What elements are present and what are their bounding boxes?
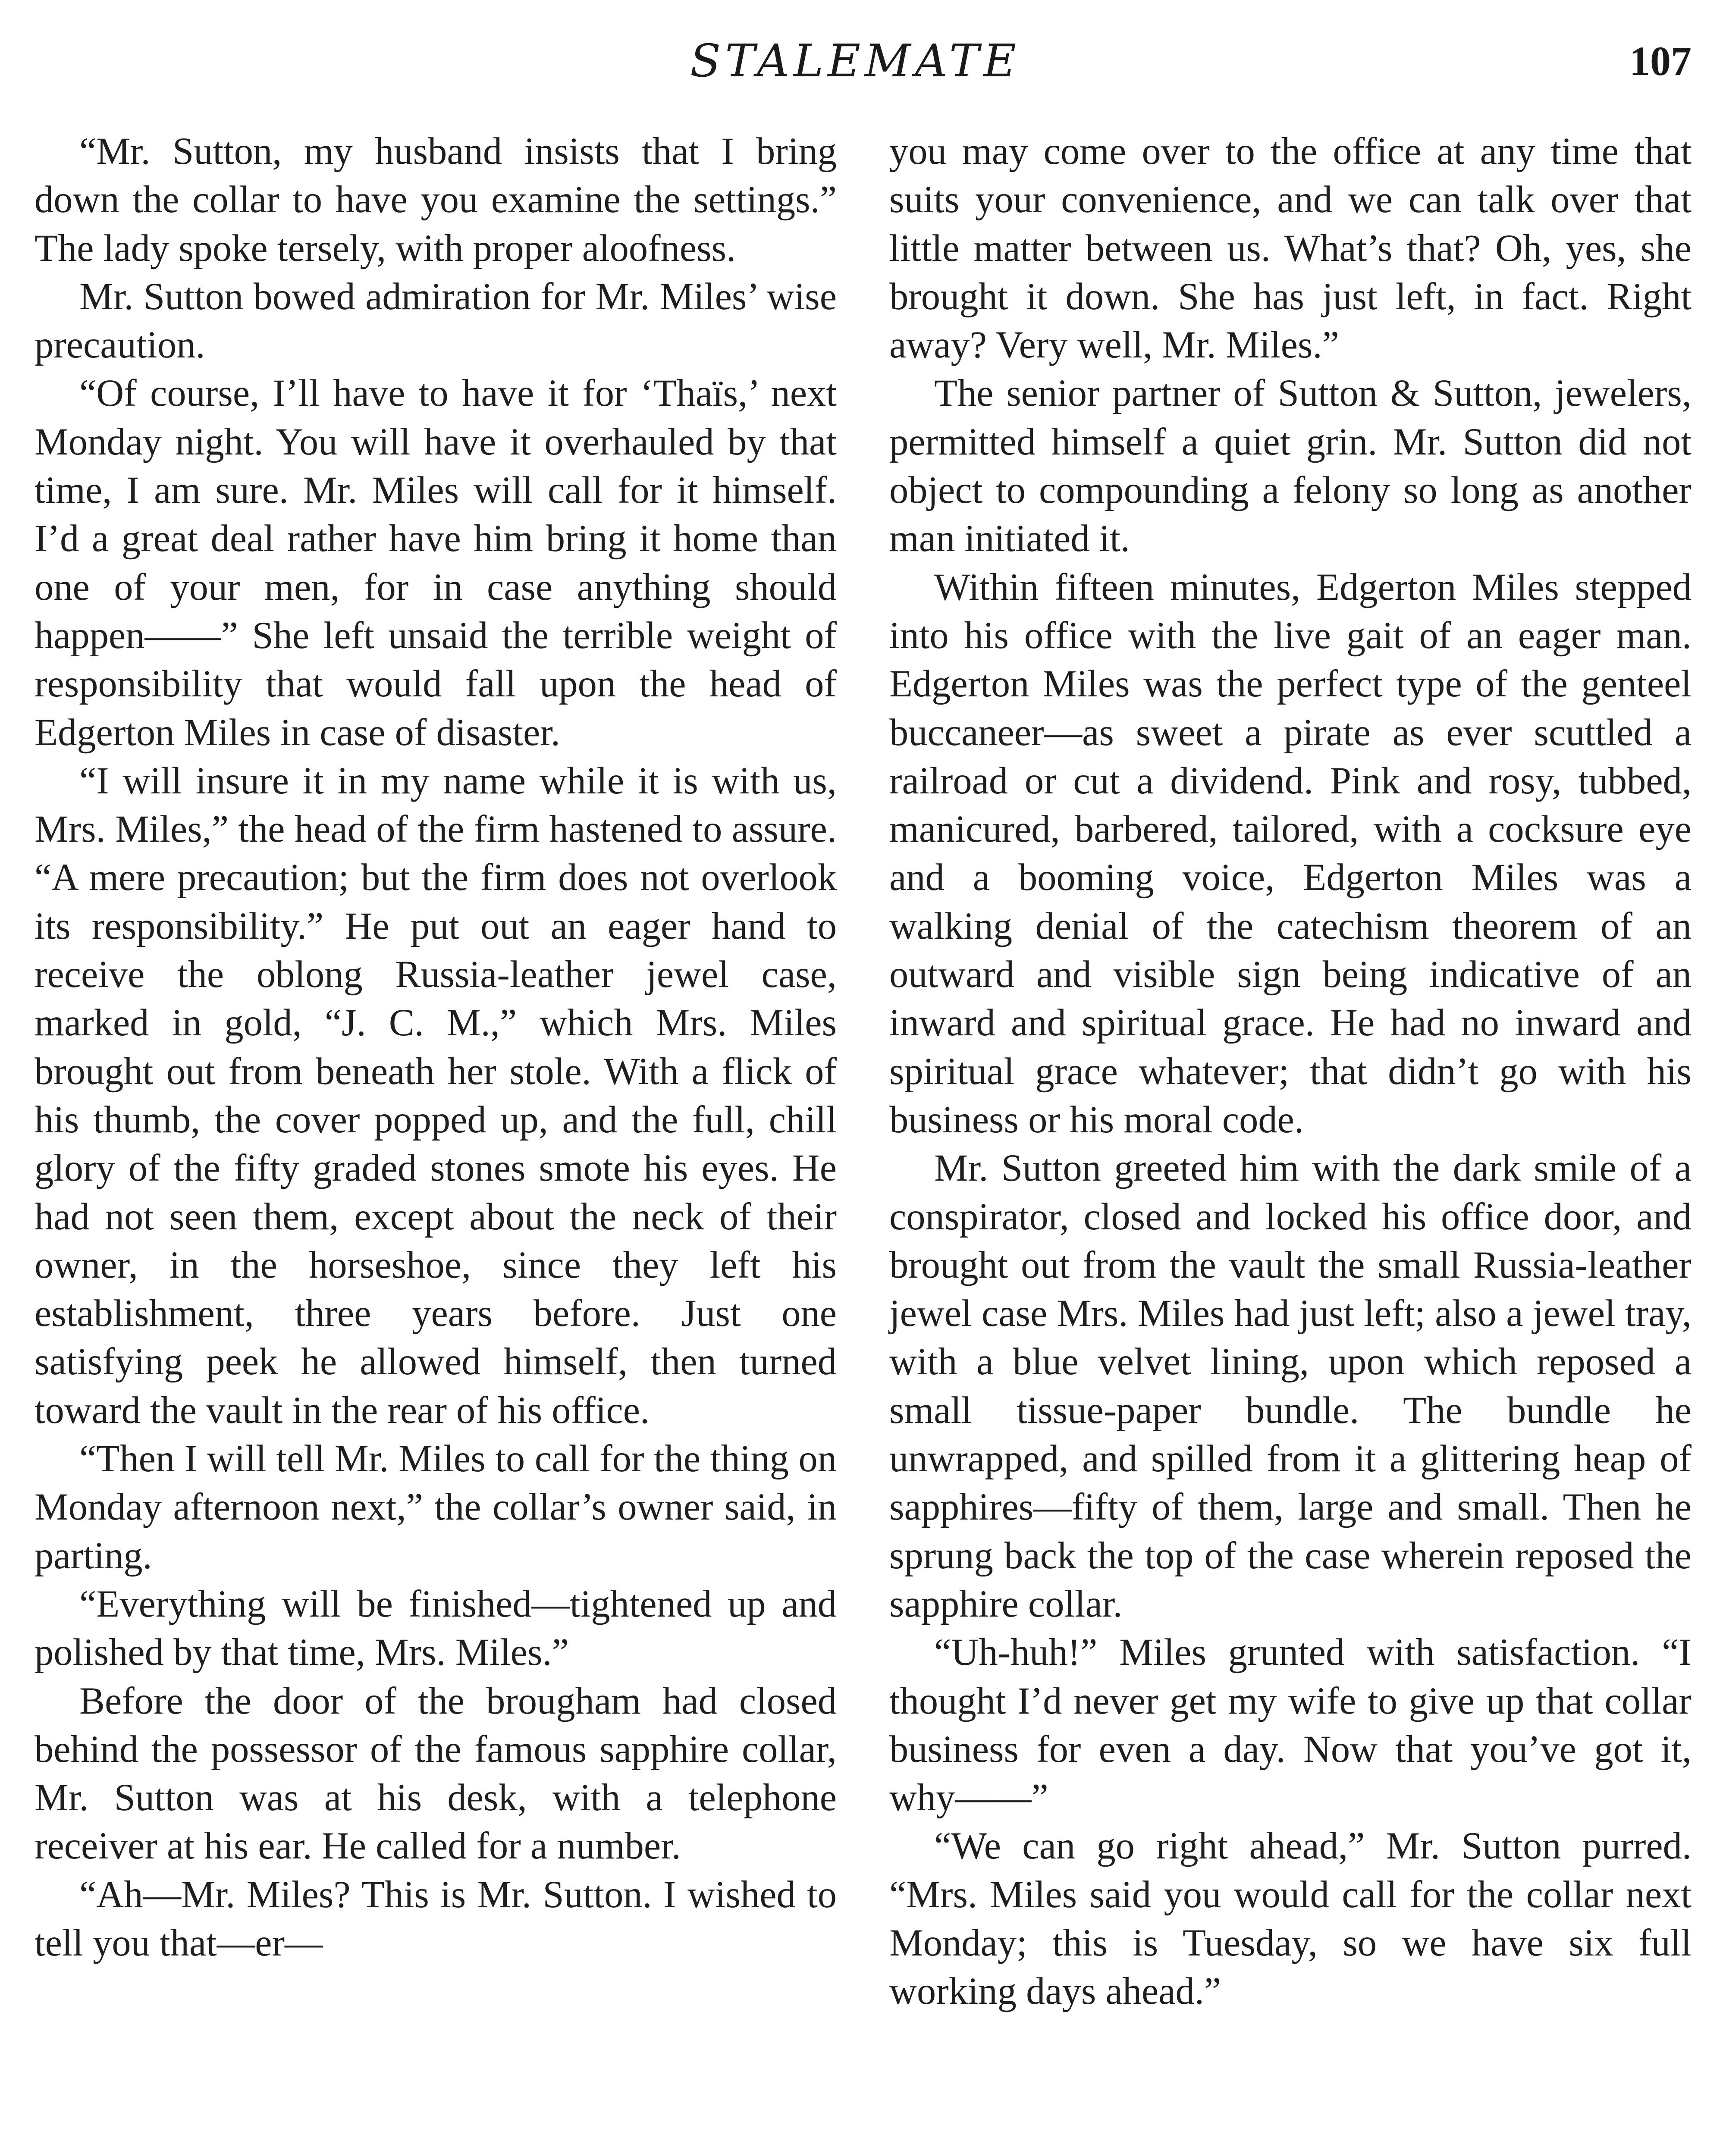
paragraph: “Uh-huh!” Miles grunted with satisfaction. “I thought I’d never get my wife to give up that collar business for even a day. Now that you’ve got it, why——” — [889, 1631, 1691, 1819]
paragraph: “Of course, I’ll have to have it for ‘Thaïs,’ next Monday night. You will have it overhauled by that time, I am sure. Mr. Miles will call for it himself. I’d a great deal rather have him bring it home than one of your men, for in case anything should happen——” She left unsaid the terrible weight of responsibility that would fall upon the head of Edgerton Miles in case of disaster. — [35, 372, 837, 754]
paragraph: “I will insure it in my name while it is with us, Mrs. Miles,” the head of the firm hastened to assure. “A mere precaution; but the firm does not overlook its responsibility.” He put out an eager hand to receive the oblong Russia-leather jewel case, marked in gold, “J. C. M.,” which Mrs. Miles brought out from beneath her stole. With a flick of his thumb, the cover popped up, and the full, chill glory of the fifty graded stones smote his eyes. He had not seen them, except about the neck of their owner, in the horseshoe, since they left his establishment, three years before. Just one satisfying peek he allowed himself, then turned toward the vault in the rear of his office. — [35, 759, 837, 1432]
paragraph: Within fifteen minutes, Edgerton Miles stepped into his office with the live gait of an eager man. Edgerton Miles was the perfect type of the genteel buccaneer—as sweet a pirate as ever scuttled a railroad or cut a dividend. Pink and rosy, tubbed, manicured, barbered, tailored, with a cocksure eye and a booming voice, Edgerton Miles was a walking denial of the catechism theorem of an outward and visible sign being indicative of an inward and spiritual grace. He had no inward and spiritual grace whatever; that didn’t go with his business or his moral code. — [889, 566, 1691, 1141]
paragraph: Mr. Sutton bowed admiration for Mr. Miles’ wise precaution. — [35, 275, 837, 367]
paragraph: Before the door of the brougham had closed behind the possessor of the famous sapphire collar, Mr. Sutton was at his desk, with a telephone receiver at his ear. He called for a number. — [35, 1680, 837, 1868]
page-header — [0, 34, 1726, 91]
paragraph: “Ah—Mr. Miles? This is Mr. Sutton. I wished to tell you that—er— — [35, 1873, 837, 1964]
paragraph: The senior partner of Sutton & Sutton, jewelers, permitted himself a quiet grin. Mr. Sutton did not object to compounding a felony so long as another man initiated it. — [889, 372, 1691, 560]
left-column — [35, 127, 837, 1967]
right-column — [889, 127, 1691, 2016]
paragraph: Mr. Sutton greeted him with the dark smile of a conspirator, closed and locked his office door, and brought out from the vault the small Russia-leather jewel case Mrs. Miles had just left; also a jewel tray, with a blue velvet lining, upon which reposed a small tissue-paper bundle. The bundle he unwrapped, and spilled from it a glittering heap of sapphires—fifty of them, large and small. Then he sprung back the top of the case wherein reposed the sapphire collar. — [889, 1147, 1691, 1625]
paragraph: “Everything will be finished—tightened up and polished by that time, Mrs. Miles.” — [35, 1583, 837, 1674]
continued-paragraph: you may come over to the office at any time that suits your convenience, and we can talk over that little matter between us. What’s that? Oh, yes, she brought it down. She has just left, in fact. Right away? Very well, Mr. Miles.” — [889, 130, 1691, 367]
paragraph: “Then I will tell Mr. Miles to call for the thing on Monday afternoon next,” the collar’s owner said, in parting. — [35, 1438, 837, 1577]
running-title: STALEMATE — [690, 34, 1021, 87]
paragraph: “Mr. Sutton, my husband insists that I bring down the collar to have you examine the settings.” The lady spoke tersely, with proper aloofness. — [35, 130, 837, 270]
paragraph: “We can go right ahead,” Mr. Sutton purred. “Mrs. Miles said you would call for the collar next Monday; this is Tuesday, so we have six full working days ahead.” — [889, 1825, 1691, 2013]
page-number: 107 — [1629, 38, 1691, 84]
